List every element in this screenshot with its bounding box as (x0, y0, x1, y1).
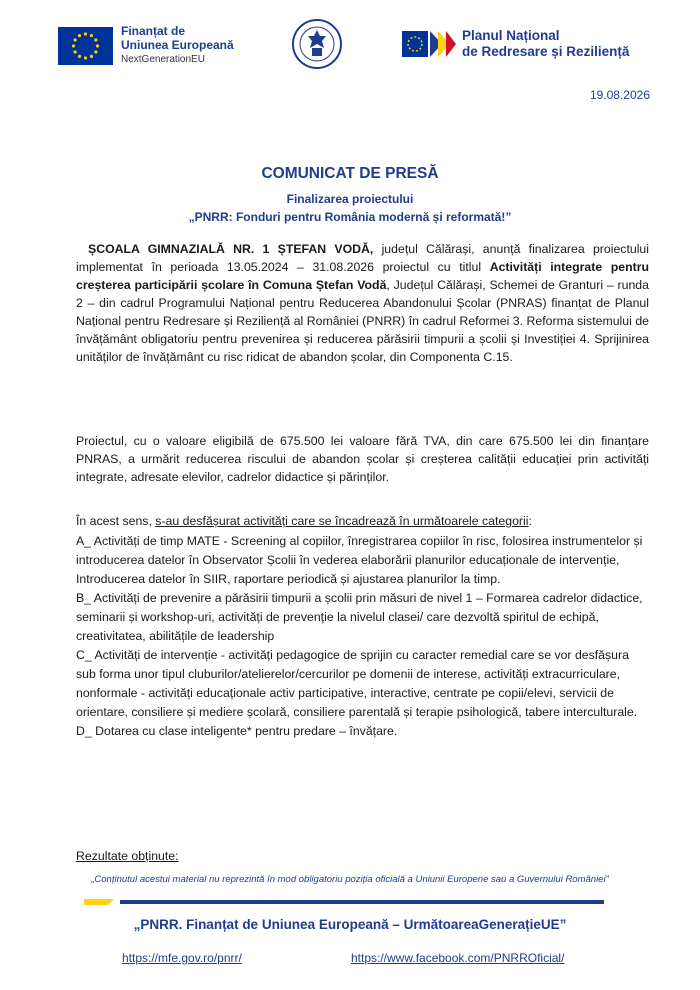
eu-star-icon (74, 50, 77, 53)
list-item: B_ Activități de prevenire a părăsirii timpurii a școlii prin măsuri de nivel 1 – Formarea cadrelor didactice, seminarii și workshop-uri, activități de prevenție la nivelul clasei/ care dezvoltă spiritul de echipă, creativitatea, abilitățile de leadership (76, 591, 643, 643)
subtitle-line2: „PNRR: Fonduri pentru România modernă și reformată!” (188, 210, 512, 224)
intro-text-part2: , Județul Călărași, Schemei de Granturi – runda 2 – din cadrul Programului Național pentru Reducerea Abandonului Școlar (PNRAS) finanțat de Planul Național pentru Redresare și Reziliență al României (PNRR) în cadrul Reformei 3. Reforma sistemului de învățământ obligatoriu pentru prevenirea și reducerea părăsirii timpurii a școlii și Investiției 4. Sprijinirea unităților de învățământ cu risc ridicat de abandon școlar, din Componenta C.15. (76, 278, 649, 364)
eu-star-icon (96, 44, 99, 47)
eu-star-icon (78, 34, 81, 37)
page-header (0, 18, 700, 78)
list-item: D_ Dotarea cu clase inteligente* pentru predare – învățare. (76, 724, 398, 738)
disclaimer: „Conținutul acestui material nu reprezintă în mod obligatoriu poziția oficială a Uniunii Europene sau a Guvernului României” (91, 874, 609, 885)
document-date: 19.08.2026 (589, 88, 650, 102)
list-item: A_ Activități de timp MATE - Screening al copiilor, înregistrarea copiilor în risc, folosirea instrumentelor și introducerea datelor în Observator Școlii în vederea elaborării planurilor educaționale de intervenție, Introducerea datelor în SIIR, raportare periodică și ajustarea planurilor la timp. (76, 534, 643, 586)
eu-star-icon (94, 50, 97, 53)
budget-paragraph: Proiectul, cu o valoare eligibilă de 675.500 lei valoare fără TVA, din care 675.500 lei din finanțare PNRAS, a urmărit reducerea riscului de abandon școlar și creșterea calității educației prin activități integrate, adresate elevilor, cadrelor didactice și părinților. (76, 434, 649, 484)
pnrr-logo-line2: de Redresare și Reziliență (462, 44, 630, 59)
intro-paragraph (76, 240, 649, 366)
project-title: Activități integrate pentru creșterea participării școlare în Comuna Ștefan Vodă (76, 260, 650, 292)
subtitle-line1: Finalizarea proiectului (286, 192, 414, 206)
categories-underlined: s-au desfășurat activități care se încadrează în următoarele categorii (155, 514, 529, 528)
facebook-link[interactable]: https://www.facebook.com/PNRROficial/ (351, 951, 565, 965)
eu-funding-logo (58, 24, 234, 67)
eu-star-icon (90, 34, 93, 37)
eu-logo-line2: Uniunea Europeană (121, 38, 234, 52)
results-heading: Rezultate obținute: (76, 849, 179, 863)
eu-star-icon (84, 32, 87, 35)
page-title: COMUNICAT DE PRESĂ (261, 165, 439, 182)
pnrr-arrows-icon (402, 29, 456, 59)
footer-divider (84, 898, 604, 906)
pnrr-logo (402, 28, 629, 60)
school-name: ȘCOALA GIMNAZIALĂ NR. 1 ȘTEFAN VODĂ, (88, 242, 374, 256)
mfe-link[interactable]: https://mfe.gov.ro/pnrr/ (122, 951, 242, 965)
pnrr-logo-line1: Planul Național (462, 28, 560, 43)
eu-logo-line1: Finanțat de (121, 24, 186, 38)
eu-star-icon (94, 38, 97, 41)
eu-star-icon (90, 54, 93, 57)
eu-logo-line3: NextGenerationEU (121, 54, 205, 65)
eu-star-icon (78, 54, 81, 57)
government-seal-icon (291, 18, 343, 70)
eu-flag-icon (58, 27, 113, 65)
categories-prefix: În acest sens, (76, 514, 156, 528)
footer-slogan: „PNRR. Finanțat de Uniunea Europeană – UrmătoareaGenerațieUE” (133, 917, 567, 932)
eu-star-icon (72, 44, 75, 47)
eu-star-icon (84, 56, 87, 59)
intro-text-part1: județul Călărași, anunță finalizarea proiectului implementat în perioada 13.05.2024 – 31.08.2026 proiectul cu titlul (76, 242, 649, 274)
activities-list (76, 532, 649, 741)
categories-suffix: : (528, 514, 532, 528)
categories-intro (76, 512, 649, 530)
list-item: C_ Activități de intervenție - activități pedagogice de sprijin cu caracter remedial care se vor desfășura sub forma unor tipul cluburilor/atelierelor/cercurilor pe domenii de interese, activități extracurriculare, nonformale - activități educaționale activ participative, interactive, centrate pe copii/elevi, servicii de orientare, consiliere și mediere școlară, consiliere parentală și terapie psihologică, tabere interculturale. (76, 648, 638, 719)
eu-star-icon (74, 38, 77, 41)
